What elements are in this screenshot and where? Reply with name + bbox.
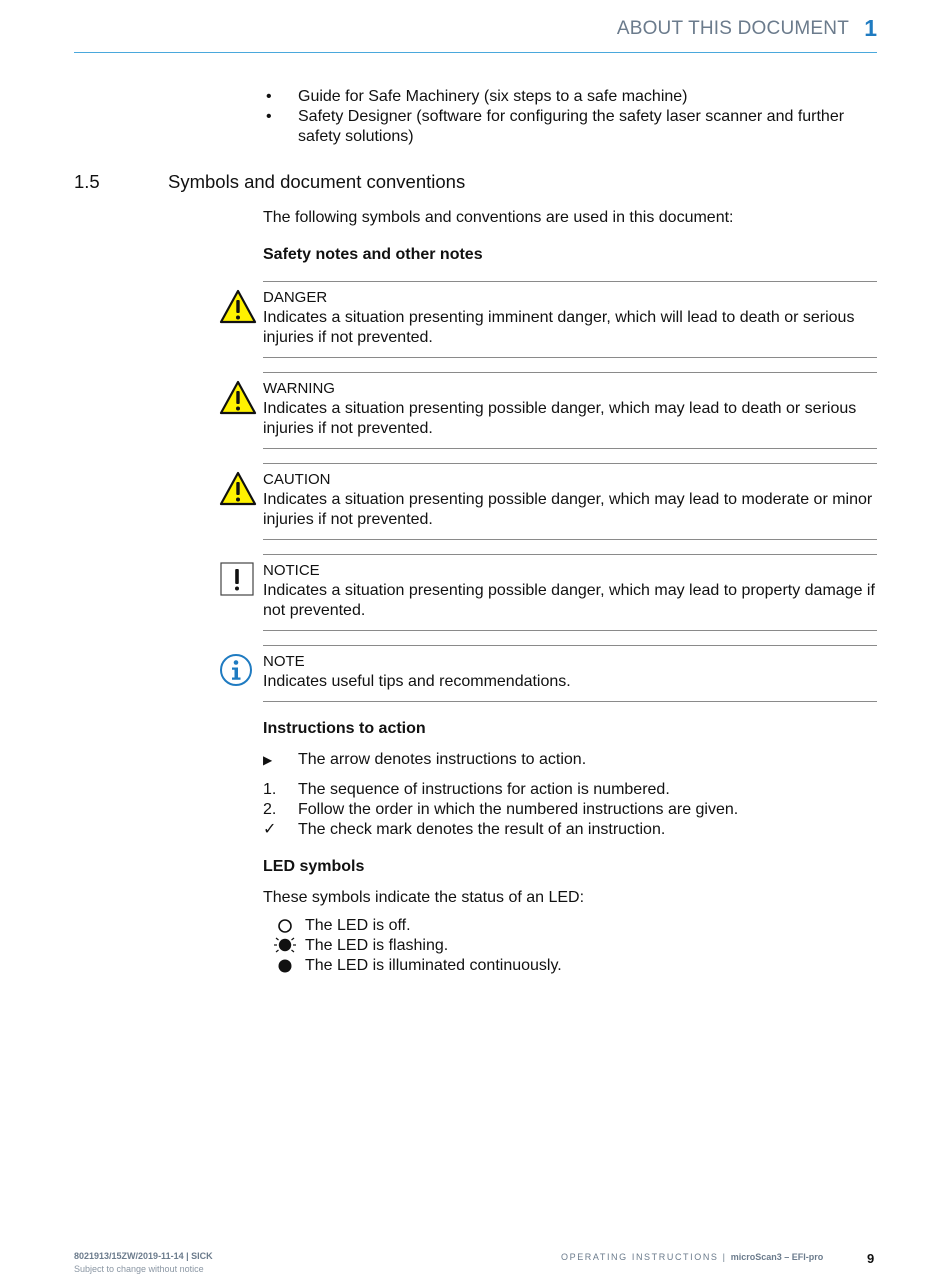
bullet-marker: • bbox=[266, 108, 272, 125]
note-divider bbox=[263, 630, 877, 631]
notice-exclamation-icon bbox=[219, 562, 257, 598]
note-divider bbox=[263, 281, 877, 282]
chapter-number: 1 bbox=[864, 15, 877, 41]
note-text: Indicates a situation presenting possible danger, which may lead to death or serious injuries if not prevented. bbox=[263, 400, 857, 437]
check-mark-icon: ✓ bbox=[263, 821, 277, 838]
step-text: Follow the order in which the numbered instructions are given. bbox=[298, 801, 739, 818]
arrow-instruction-text: The arrow denotes instructions to action. bbox=[298, 751, 587, 768]
note-title: NOTE bbox=[263, 653, 305, 670]
note-divider bbox=[263, 539, 877, 540]
warning-triangle-icon bbox=[219, 380, 257, 416]
info-icon bbox=[219, 652, 257, 688]
led-flashing-icon bbox=[273, 936, 297, 954]
footer-product: microScan3 – EFI-pro bbox=[730, 1252, 824, 1262]
bullet-item: Guide for Safe Machinery (six steps to a safe machine) bbox=[298, 88, 688, 105]
note-divider bbox=[263, 645, 877, 646]
led-item-text: The LED is illuminated continuously. bbox=[305, 957, 562, 974]
note-title: CAUTION bbox=[263, 471, 331, 488]
bullet-marker: • bbox=[266, 88, 272, 105]
note-text: Indicates a situation presenting possible danger, which may lead to moderate or minor injuries if not prevented. bbox=[263, 491, 873, 528]
danger-warning-triangle-icon bbox=[219, 289, 257, 325]
note-text: Indicates a situation presenting imminent danger, which will lead to death or serious injuries if not prevented. bbox=[263, 309, 855, 346]
footer-doc-type-label: OPERATING INSTRUCTIONS | bbox=[561, 1252, 731, 1262]
bullet-item: Safety Designer (software for configuring the safety laser scanner and further safety solutions) bbox=[298, 108, 845, 145]
led-item-text: The LED is flashing. bbox=[305, 937, 449, 954]
note-divider bbox=[263, 463, 877, 464]
led-heading: LED symbols bbox=[263, 858, 365, 875]
section-intro: The following symbols and conventions are used in this document: bbox=[263, 209, 734, 226]
note-divider bbox=[263, 372, 877, 373]
step-marker: 1. bbox=[263, 781, 277, 798]
note-title: DANGER bbox=[263, 289, 328, 306]
step-text: The sequence of instructions for action is numbered. bbox=[298, 781, 670, 798]
note-divider bbox=[263, 448, 877, 449]
step-marker: 2. bbox=[263, 801, 277, 818]
note-text: Indicates useful tips and recommendations. bbox=[263, 673, 571, 690]
running-header-title: ABOUT THIS DOCUMENT bbox=[616, 18, 849, 39]
led-intro: These symbols indicate the status of an LED: bbox=[263, 889, 585, 906]
instructions-heading: Instructions to action bbox=[263, 720, 426, 737]
step-text: The check mark denotes the result of an instruction. bbox=[298, 821, 666, 838]
notes-heading: Safety notes and other notes bbox=[263, 246, 483, 263]
caution-triangle-icon bbox=[219, 471, 257, 507]
arrow-marker-icon: ▶ bbox=[263, 753, 273, 767]
footer-document-id: 8021913/15ZW/2019-11-14 | SICK bbox=[74, 1251, 213, 1261]
note-divider bbox=[263, 554, 877, 555]
led-item-text: The LED is off. bbox=[305, 917, 411, 934]
footer-notice: Subject to change without notice bbox=[74, 1264, 204, 1274]
note-divider bbox=[263, 701, 877, 702]
led-on-icon bbox=[273, 957, 297, 975]
section-number: 1.5 bbox=[74, 171, 100, 192]
page-number: 9 bbox=[867, 1251, 875, 1266]
note-title: NOTICE bbox=[263, 562, 320, 579]
note-title: WARNING bbox=[263, 380, 335, 397]
note-text: Indicates a situation presenting possible danger, which may lead to property damage if not prevented. bbox=[263, 582, 875, 619]
led-off-icon bbox=[273, 917, 297, 935]
header-divider bbox=[74, 52, 877, 53]
footer-doc-type bbox=[561, 1252, 823, 1262]
note-divider bbox=[263, 357, 877, 358]
section-title: Symbols and document conventions bbox=[168, 171, 466, 192]
